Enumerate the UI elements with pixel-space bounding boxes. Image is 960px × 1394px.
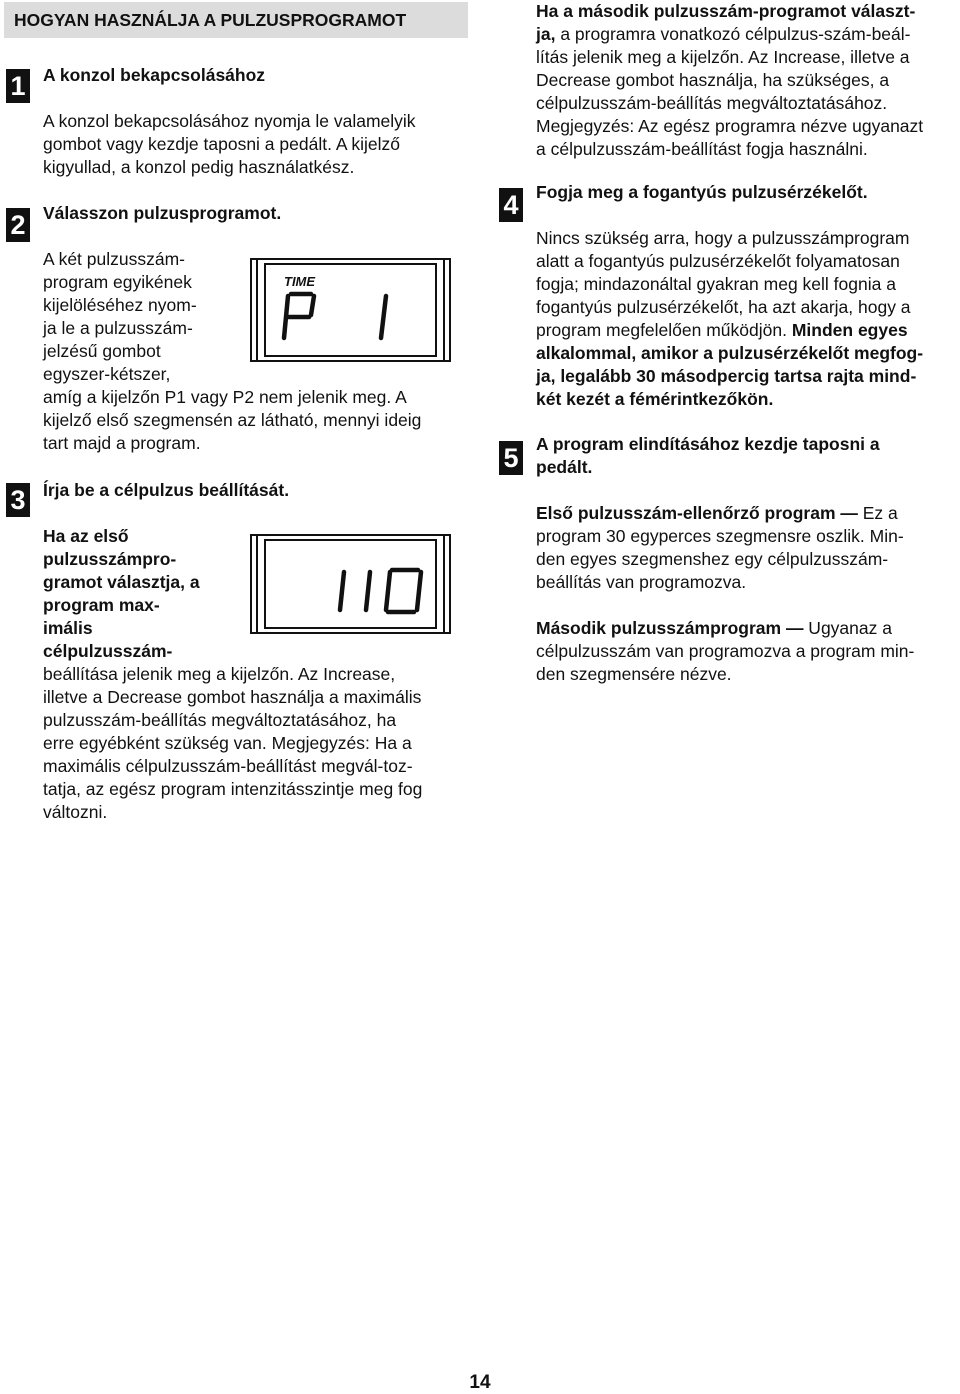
step-2-heading: Válasszon pulzusprogramot. xyxy=(43,203,282,223)
text-line: Ha az első xyxy=(43,526,129,546)
text-line: kijelző első szegmensén az látható, mennyi ideig xyxy=(43,410,422,430)
text: Ugyanaz a xyxy=(803,618,892,638)
text-line: beállítás van programozva. xyxy=(536,572,747,592)
text-line: célpulzusszám van programozva a program min- xyxy=(536,641,915,661)
step-3-text xyxy=(43,663,422,824)
text-line: alkalommal, amikor a pulzusérzékelőt megfog- xyxy=(536,343,924,363)
text: program megfelelően működjön. xyxy=(536,320,792,340)
step-1-text xyxy=(43,110,416,179)
text-line: program 30 egyperces szegmensre oszlik. Min- xyxy=(536,526,904,546)
text-line: gombot vagy kezdje taposni a pedált. A kijelző xyxy=(43,134,401,154)
text-line: fogja; mindazonáltal gyakran meg kell fognia a xyxy=(536,274,896,294)
step-number-2: 2 xyxy=(6,208,30,242)
bold-text: Ha a második pulzusszám-programot választ- xyxy=(536,1,916,21)
program-1-description xyxy=(536,502,904,594)
text-line: A program elindításához kezdje taposni a xyxy=(536,434,880,454)
text-line: célpulzusszám- xyxy=(43,641,173,661)
bold-text: Első pulzusszám-ellenőrző program xyxy=(536,503,836,523)
text-line: beállítása jelenik meg a kijelzőn. Az Increase, xyxy=(43,664,396,684)
text-line: pulzusszámpro- xyxy=(43,549,177,569)
text-line: fogantyús pulzusérzékelőt, ha azt akarja, hogy a xyxy=(536,297,911,317)
display-110-digits xyxy=(332,566,432,618)
text-line: tatja, az egész program intenzitásszintje meg fog xyxy=(43,779,423,799)
display-edge-line xyxy=(443,260,445,360)
text-line: den szegmensére nézve. xyxy=(536,664,732,684)
bold-text: Minden egyes xyxy=(791,320,908,340)
text-line: Megjegyzés: Az egész programra nézve ugyanazt xyxy=(536,116,924,136)
text-line: ja, legalább 30 másodpercig tartsa rajta mind- xyxy=(536,366,917,386)
step-4-heading: Fogja meg a fogantyús pulzusérzékelőt. xyxy=(536,182,868,202)
bold-text: Második pulzusszámprogram xyxy=(536,618,782,638)
text-line: program egyikének xyxy=(43,272,192,292)
page-number: 14 xyxy=(469,1372,491,1393)
text-line xyxy=(536,0,923,23)
text-line: alatt a fogantyús pulzusérzékelőt folyamatosan xyxy=(536,251,900,271)
text-line xyxy=(536,617,914,640)
text-line: erre egyébként szükség van. Megjegyzés: Ha a xyxy=(43,733,412,753)
display-edge-line xyxy=(256,536,258,632)
step-number-3: 3 xyxy=(6,483,30,517)
text: a programra vonatkozó célpulzus-szám-beál- xyxy=(555,24,911,44)
text-line xyxy=(536,319,923,342)
text-line xyxy=(536,23,923,46)
text-line: imális xyxy=(43,618,93,638)
console-display-110 xyxy=(250,534,451,634)
step-3-bold-text xyxy=(43,525,200,663)
text-line: két kezét a fémérintkezőkön. xyxy=(536,389,774,409)
text-line: ja le a pulzusszám- xyxy=(43,318,193,338)
text-line: tart majd a program. xyxy=(43,433,201,453)
text-line: a célpulzusszám-beállítást fogja használni. xyxy=(536,139,868,159)
step-3-heading: Írja be a célpulzus beállítását. xyxy=(43,480,290,500)
step-1-heading: A konzol bekapcsolásához xyxy=(43,65,266,85)
section-title: HOGYAN HASZNÁLJA A PULZUSPROGRAMOT xyxy=(4,2,468,38)
text-line: lítás jelenik meg a kijelzőn. Az Increase, illetve a xyxy=(536,47,910,67)
text-line: pulzusszám-beállítás megváltoztatásához, ha xyxy=(43,710,397,730)
text-line: egyszer-kétszer, xyxy=(43,364,171,384)
console-display-p1 xyxy=(250,258,451,362)
step-5-heading xyxy=(536,433,880,479)
text-line: Decrease gombot használja, ha szükséges, a xyxy=(536,70,890,90)
text-line: gramot választja, a xyxy=(43,572,200,592)
text-line: kijelöléséhez nyom- xyxy=(43,295,197,315)
display-edge-line xyxy=(443,536,445,632)
step-number-4: 4 xyxy=(499,188,523,222)
text-line: kigyullad, a konzol pedig használatkész. xyxy=(43,157,355,177)
display-edge-line xyxy=(256,260,258,360)
step-number-1: 1 xyxy=(6,69,30,103)
bold-text: ja, xyxy=(536,24,556,44)
text-line: amíg a kijelzőn P1 vagy P2 nem jelenik meg. A xyxy=(43,387,407,407)
text-line: célpulzusszám-beállítás megváltoztatásához. xyxy=(536,93,888,113)
text-line: változni. xyxy=(43,802,108,822)
text-line xyxy=(536,502,904,525)
display-p1-digits xyxy=(278,290,418,346)
em-dash: — xyxy=(785,618,804,638)
step-4-text xyxy=(536,227,923,411)
step-3-continuation xyxy=(536,0,923,161)
text-line: program max- xyxy=(43,595,160,615)
display-time-label: TIME xyxy=(284,274,316,289)
text-line: A két pulzusszám- xyxy=(43,249,185,269)
text-line: maximális célpulzusszám-beállítást megvál-toz- xyxy=(43,756,413,776)
text-line: A konzol bekapcsolásához nyomja le valamelyik xyxy=(43,111,416,131)
step-number-5: 5 xyxy=(499,441,523,475)
em-dash: — xyxy=(840,503,858,523)
text-line: pedált. xyxy=(536,457,593,477)
text-line: jelzésű gombot xyxy=(43,341,161,361)
text-line: Nincs szükség arra, hogy a pulzusszámprogram xyxy=(536,228,910,248)
text-line: den egyes szegmenshez egy célpulzusszám- xyxy=(536,549,889,569)
text: Ez a xyxy=(857,503,898,523)
text-line: illetve a Decrease gombot használja a maximális xyxy=(43,687,422,707)
program-2-description xyxy=(536,617,914,686)
